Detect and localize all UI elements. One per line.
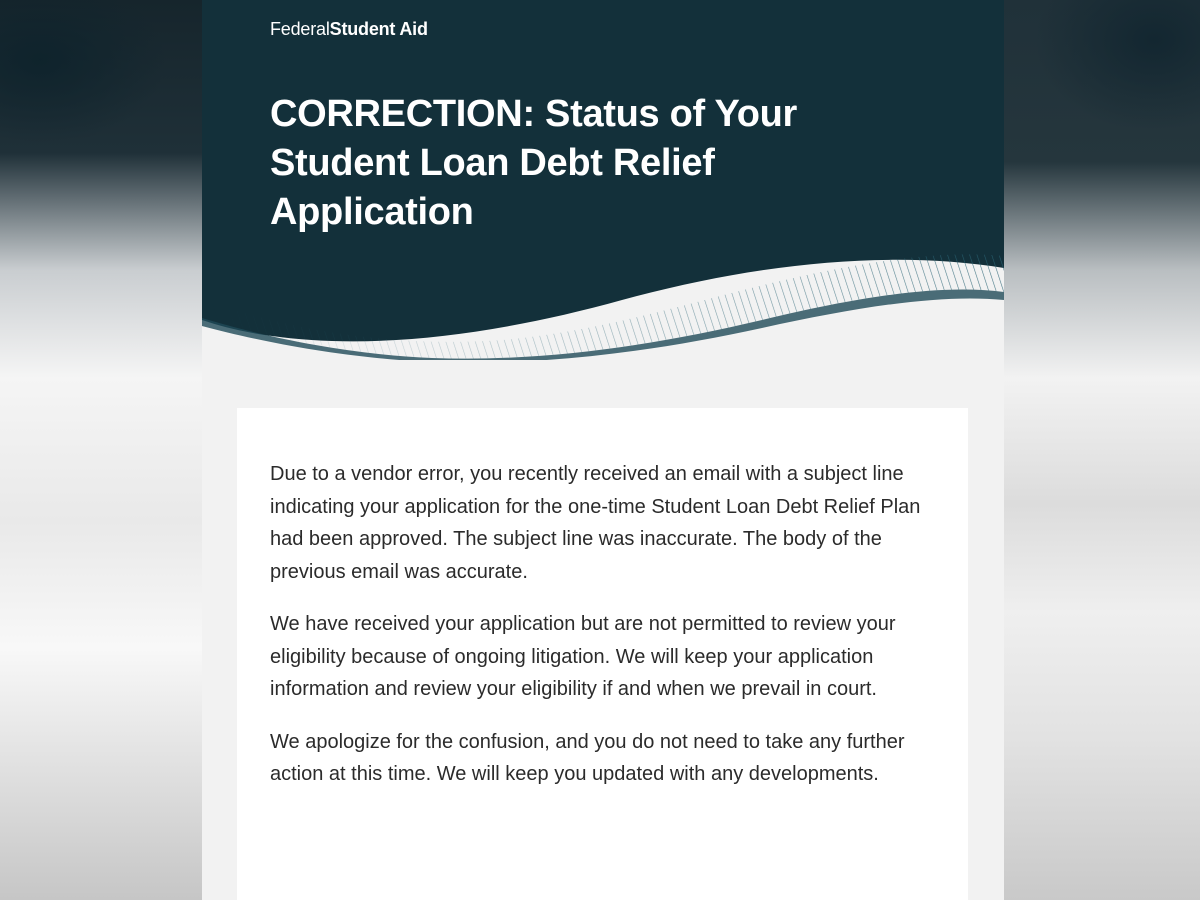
logo-word-federal: Federal: [270, 19, 330, 39]
federal-student-aid-logo: [270, 19, 428, 40]
body-paragraph-1: Due to a vendor error, you recently received an email with a subject line indicating your application for the one-time Student Loan Debt Relief Plan had been approved. The subject line was inaccurate. The body of the previous email was accurate.: [270, 463, 921, 583]
email-title: CORRECTION: Status of Your Student Loan Debt Relief Application: [270, 93, 798, 233]
blurred-background-right: [1004, 0, 1200, 900]
email-header: [202, 0, 1004, 360]
email-body: [270, 458, 950, 811]
email-body-card: [237, 408, 968, 900]
body-paragraph-3: We apologize for the confusion, and you do not need to take any further action at this time. We will keep you updated with any developments.: [270, 730, 905, 785]
email-message: [202, 0, 1004, 900]
blurred-background-left: [0, 0, 202, 900]
body-paragraph-2: We have received your application but are not permitted to review your eligibility because of ongoing litigation. We will keep your application information and review your eligibility if and when we prevail in court.: [270, 613, 896, 700]
logo-word-student-aid: Student Aid: [329, 19, 428, 39]
